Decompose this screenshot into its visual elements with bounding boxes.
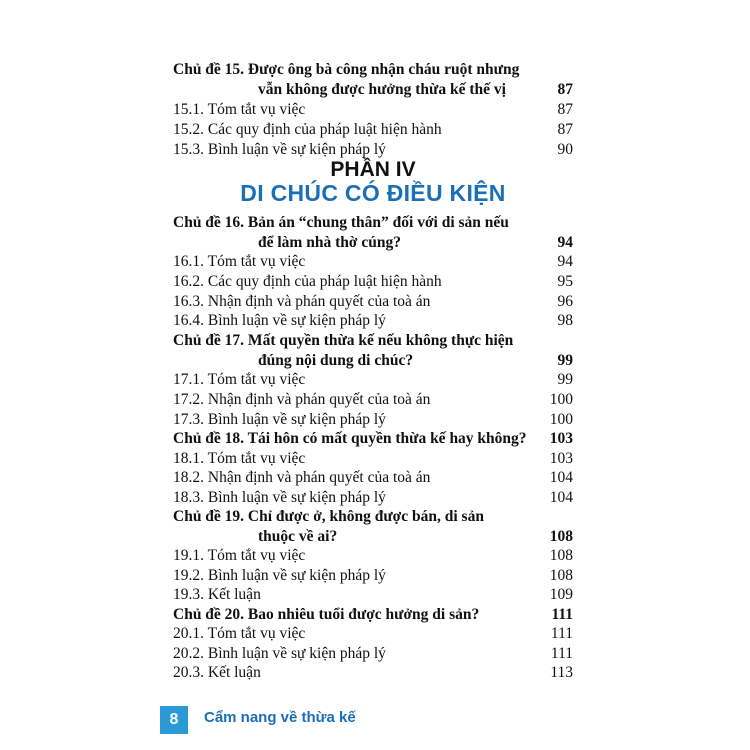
toc-section-line	[173, 311, 573, 331]
toc-section-line	[173, 468, 573, 488]
toc-page-number: 104	[549, 489, 573, 506]
toc-page-number: 94	[557, 253, 573, 270]
toc-entry-text: 18.3. Bình luận về sự kiện pháp lý	[173, 489, 386, 506]
page-number-badge: 8	[160, 706, 188, 734]
toc-entry-text: 18.2. Nhận định và phán quyết của toà án	[173, 469, 431, 486]
toc-chapter-line	[173, 429, 573, 449]
toc-section-line	[173, 449, 573, 469]
toc-section-line	[173, 488, 573, 508]
toc-entry-text: 17.2. Nhận định và phán quyết của toà án	[173, 391, 431, 408]
toc-entry-text: 20.3. Kết luận	[173, 664, 261, 681]
toc-section-line	[173, 272, 573, 292]
toc-entry-text: 17.3. Bình luận về sự kiện pháp lý	[173, 411, 386, 428]
toc-entry-text: Chủ đề 20. Bao nhiêu tuổi được hưởng di sản?	[173, 606, 480, 623]
toc-entry-text: 15.3. Bình luận về sự kiện pháp lý	[173, 141, 386, 158]
toc-page-number: 87	[557, 81, 573, 98]
toc-page-number: 98	[557, 312, 573, 329]
page-footer	[160, 706, 460, 734]
toc-section-line	[173, 663, 573, 683]
toc-entry-text: 16.1. Tóm tắt vụ việc	[173, 253, 306, 270]
toc-section-line	[173, 370, 573, 390]
toc-entry-text: đúng nội dung di chúc?	[258, 352, 414, 369]
toc-entry-text: 16.3. Nhận định và phán quyết của toà án	[173, 293, 431, 310]
toc-chapter-line	[173, 507, 573, 527]
toc-entry-text: 17.1. Tóm tắt vụ việc	[173, 371, 306, 388]
toc-page-number: 95	[557, 273, 573, 290]
toc-section-line	[173, 410, 573, 430]
toc-section-line	[173, 120, 573, 140]
toc-entry-text: 15.1. Tóm tắt vụ việc	[173, 101, 306, 118]
toc-entry-text: 19.2. Bình luận về sự kiện pháp lý	[173, 567, 386, 584]
toc-entry-text: 20.1. Tóm tắt vụ việc	[173, 625, 306, 642]
toc-section-line	[173, 585, 573, 605]
toc-page-number: 100	[549, 411, 573, 428]
book-title: Cẩm nang về thừa kế	[204, 709, 356, 726]
toc-chapter-line	[173, 213, 573, 233]
toc-page-number: 111	[551, 606, 573, 623]
toc-chapter-line	[173, 233, 573, 253]
toc-entry-text: 19.1. Tóm tắt vụ việc	[173, 547, 306, 564]
toc-page-number: 99	[557, 352, 573, 369]
toc-page-number: 103	[549, 450, 573, 467]
toc-page-number: 108	[549, 547, 573, 564]
toc-page-number: 108	[549, 567, 573, 584]
toc-entry-text: 18.1. Tóm tắt vụ việc	[173, 450, 306, 467]
toc-entry-text: vẫn không được hưởng thừa kế thế vị	[258, 81, 506, 98]
toc-page-number: 103	[549, 430, 573, 447]
part-title: DI CHÚC CÓ ĐIỀU KIỆN	[240, 180, 506, 206]
toc-page-number: 113	[550, 664, 573, 681]
toc-entry-text: 15.2. Các quy định của pháp luật hiện hành	[173, 121, 442, 138]
toc-page-number: 96	[557, 293, 573, 310]
toc-chapter-line	[173, 605, 573, 625]
toc-entry-text: thuộc về ai?	[258, 528, 338, 545]
toc-page-number: 99	[557, 371, 573, 388]
toc-page-number: 104	[549, 469, 573, 486]
toc-entry-text: 19.3. Kết luận	[173, 586, 261, 603]
toc-entry-text: Chủ đề 17. Mất quyền thừa kế nếu không thực hiện	[173, 332, 514, 349]
toc-page-number: 90	[557, 141, 573, 158]
toc-page-number: 109	[549, 586, 573, 603]
toc-section-line	[173, 546, 573, 566]
toc-section-line	[173, 566, 573, 586]
toc-chapter-line	[173, 80, 573, 100]
toc-section-line	[173, 252, 573, 272]
toc-section-line	[173, 390, 573, 410]
toc-chapter-line	[173, 527, 573, 547]
toc-entry-text: Chủ đề 19. Chỉ được ở, không được bán, di sản	[173, 508, 484, 525]
toc-page-number: 100	[549, 391, 573, 408]
toc-entry-text: 16.2. Các quy định của pháp luật hiện hành	[173, 273, 442, 290]
toc-section-line	[173, 292, 573, 312]
toc-entry-text: 20.2. Bình luận về sự kiện pháp lý	[173, 645, 386, 662]
part-number: PHẦN IV	[330, 158, 416, 181]
toc-page-number: 87	[557, 121, 573, 138]
toc-section-line	[173, 100, 573, 120]
toc-section-line	[173, 624, 573, 644]
toc-page-number: 111	[550, 645, 573, 662]
toc-page-number: 111	[550, 625, 573, 642]
toc-chapter-line	[173, 60, 573, 80]
toc-entry-text: 16.4. Bình luận về sự kiện pháp lý	[173, 312, 386, 329]
toc-entry-text: Chủ đề 15. Được ông bà công nhận cháu ruột nhưng	[173, 61, 520, 78]
toc-chapter-line	[173, 351, 573, 371]
toc-section-line	[173, 644, 573, 664]
toc-section-line	[173, 140, 573, 160]
toc-page-number: 87	[557, 101, 573, 118]
toc-page-number: 94	[557, 234, 573, 251]
toc-entry-text: để làm nhà thờ cúng?	[258, 234, 401, 251]
toc-chapter-line	[173, 331, 573, 351]
toc-page-number: 108	[549, 528, 573, 545]
toc-entry-text: Chủ đề 16. Bản án “chung thân” đối với di sản nếu	[173, 214, 509, 231]
toc-entry-text: Chủ đề 18. Tái hôn có mất quyền thừa kế hay không?	[173, 430, 527, 447]
